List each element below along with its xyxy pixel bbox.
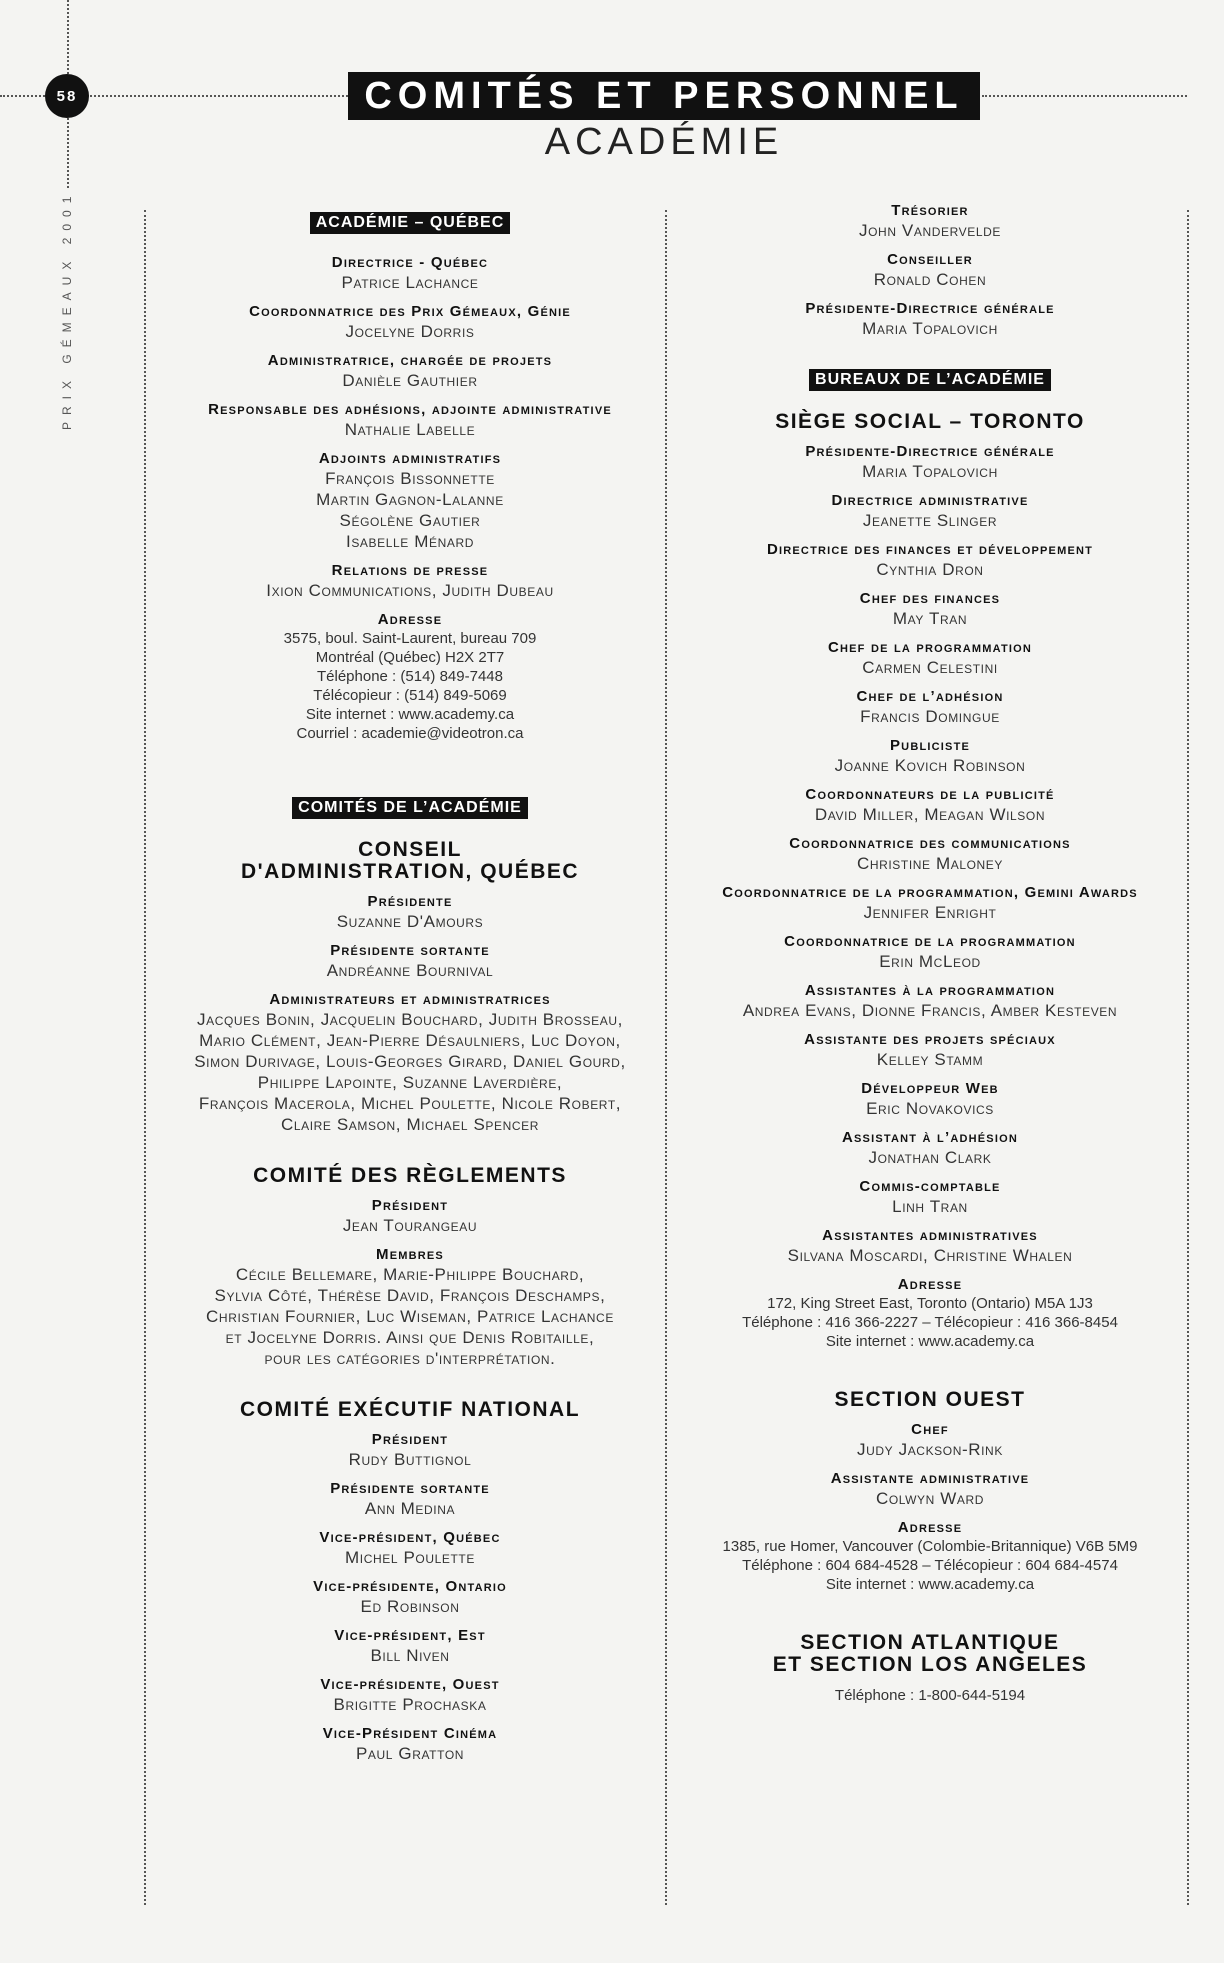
right-column xyxy=(680,202,1180,1715)
ouest-staff-list xyxy=(680,1421,1180,1509)
person-name: Linh Tran xyxy=(892,1197,968,1217)
heading-atlantique xyxy=(680,1632,1180,1676)
executive-officers-list xyxy=(680,202,1180,339)
address-line: Montréal (Québec) H2X 2T7 xyxy=(315,649,505,666)
role-label: Directrice des finances et développement xyxy=(766,541,1094,559)
heading-executif: COMITÉ EXÉCUTIF NATIONAL xyxy=(239,1398,581,1422)
executif-list xyxy=(150,1431,670,1764)
role-label: Développeur Web xyxy=(861,1080,999,1098)
role-label: Membres xyxy=(376,1246,444,1264)
person-name: Jennifer Enright xyxy=(863,903,997,923)
role-label: Assistantes à la programmation xyxy=(804,982,1056,1000)
role-label: Vice-présidente, Ontario xyxy=(313,1578,507,1596)
person-names xyxy=(680,1196,1180,1217)
ouest-address xyxy=(680,1537,1180,1594)
page-number: 58 xyxy=(45,74,89,118)
person-name: Rudy Buttignol xyxy=(348,1450,472,1470)
person-names xyxy=(150,1449,670,1470)
person-names xyxy=(150,1215,670,1236)
person-names xyxy=(680,804,1180,825)
person-names xyxy=(680,755,1180,776)
role-label: Commis-comptable xyxy=(859,1178,1001,1196)
role-label: Vice-Président Cinéma xyxy=(322,1725,498,1743)
publication-side-label: PRIX GÉMEAUX 2001 xyxy=(60,189,74,430)
address-line: Télécopieur : (514) 849-5069 xyxy=(313,687,507,704)
person-name: Jocelyne Dorris xyxy=(345,322,475,341)
person-name: Danièle Gauthier xyxy=(342,371,478,390)
address-line: 3575, boul. Saint-Laurent, bureau 709 xyxy=(283,630,537,647)
role-label: Présidente-Directrice générale xyxy=(805,443,1055,461)
person-name: Maria Topalovich xyxy=(862,319,998,338)
role-label: Présidente-Directrice générale xyxy=(805,300,1055,317)
person-name: Ségolène Gautier xyxy=(339,511,481,530)
person-name: Simon Durivage, Louis-Georges Girard, Daniel Gourd, xyxy=(194,1052,626,1072)
person-names xyxy=(150,580,670,601)
margin-dotted-rule xyxy=(67,118,69,188)
address-label: Adresse xyxy=(377,611,443,628)
person-name: Sylvia Côté, Thérèse David, François Deschamps, xyxy=(214,1286,606,1306)
address-line: 1385, rue Homer, Vancouver (Colombie-Britannique) V6B 5M9 xyxy=(722,1538,1138,1556)
person-names xyxy=(680,1439,1180,1460)
toronto-staff-list xyxy=(680,443,1180,1266)
address-line: Site internet : www.academy.ca xyxy=(305,706,515,723)
role-label: Vice-président, Québec xyxy=(319,1529,501,1547)
person-name: John Vandervelde xyxy=(859,221,1001,240)
person-name: Cynthia Dron xyxy=(876,560,984,580)
reglements-list xyxy=(150,1197,670,1369)
person-name: Andrea Evans, Dionne Francis, Amber Kesteven xyxy=(742,1001,1118,1021)
person-name: May Tran xyxy=(892,609,968,629)
section-tag-comites: COMITÉS DE L’ACADÉMIE xyxy=(292,797,528,819)
address-line: Téléphone : 604 684-4528 – Télécopieur : 604 684-4574 xyxy=(742,1557,1118,1575)
person-names xyxy=(680,510,1180,531)
person-names xyxy=(680,1049,1180,1070)
toronto-address-label: Adresse xyxy=(897,1276,963,1294)
person-names xyxy=(150,1009,670,1135)
person-name: Ed Robinson xyxy=(360,1597,460,1617)
person-name: Kelley Stamm xyxy=(876,1050,984,1070)
person-names xyxy=(680,1000,1180,1021)
role-label: Assistante administrative xyxy=(830,1470,1030,1488)
person-name: Andréanne Bournival xyxy=(326,961,494,981)
role-label: Coordonnatrice de la programmation, Gemini Awards xyxy=(722,884,1138,902)
person-name: Claire Samson, Michael Spencer xyxy=(280,1115,540,1135)
heading-ouest: SECTION OUEST xyxy=(834,1388,1026,1412)
person-names xyxy=(150,1547,670,1568)
address-line: Site internet : www.academy.ca xyxy=(825,1576,1035,1594)
person-name: Brigitte Prochaska xyxy=(333,1695,487,1715)
person-names xyxy=(680,853,1180,874)
person-names xyxy=(150,1694,670,1715)
person-names xyxy=(680,318,1180,339)
person-names xyxy=(680,269,1180,290)
page-title: COMITÉS ET PERSONNEL xyxy=(348,72,980,120)
role-label: Directrice administrative xyxy=(831,492,1029,510)
person-name: Martin Gagnon-Lalanne xyxy=(316,490,504,509)
person-names xyxy=(150,321,670,342)
person-name: Nathalie Labelle xyxy=(344,420,476,439)
page-subtitle: ACADÉMIE xyxy=(544,121,784,163)
person-name: Suzanne D'Amours xyxy=(336,912,484,932)
role-label: Chef xyxy=(911,1421,949,1439)
person-name: Philippe Lapointe, Suzanne Laverdière, xyxy=(257,1073,563,1093)
person-names xyxy=(680,706,1180,727)
role-label: Vice-président, Est xyxy=(334,1627,486,1645)
section-tag-bureaux: BUREAUX DE L’ACADÉMIE xyxy=(809,369,1051,391)
margin-dotted-rule-top xyxy=(67,0,69,74)
person-names xyxy=(150,1743,670,1764)
person-name: François Macerola, Michel Poulette, Nicole Robert, xyxy=(198,1094,622,1114)
person-names xyxy=(680,1147,1180,1168)
role-label: Vice-présidente, Ouest xyxy=(320,1676,500,1694)
role-label: Présidente xyxy=(367,893,453,911)
role-label: Présidente sortante xyxy=(330,1480,490,1498)
address-line: Téléphone : 416 366-2227 – Télécopieur : 416 366-8454 xyxy=(742,1314,1118,1332)
person-name: Jonathan Clark xyxy=(868,1148,992,1168)
address-line: Téléphone : (514) 849-7448 xyxy=(317,668,503,685)
person-name: David Miller, Meagan Wilson xyxy=(814,805,1046,825)
person-names xyxy=(680,657,1180,678)
role-label: Président xyxy=(371,1431,449,1449)
person-name: Maria Topalovich xyxy=(862,462,998,482)
top-dotted-rule-right xyxy=(982,95,1187,97)
role-label: Trésorier xyxy=(891,202,969,219)
role-label: Adjoints administratifs xyxy=(318,450,502,467)
person-name: Carmen Celestini xyxy=(862,658,998,678)
atlantique-phone: Téléphone : 1-800-644-5194 xyxy=(834,1687,1026,1705)
quebec-address xyxy=(150,629,670,743)
person-names xyxy=(150,1596,670,1617)
person-name: Mario Clément, Jean-Pierre Désaulniers, Luc Doyon, xyxy=(199,1031,621,1051)
person-name: et Jocelyne Dorris. Ainsi que Denis Robitaille, xyxy=(225,1328,595,1348)
person-names xyxy=(680,220,1180,241)
heading-toronto: SIÈGE SOCIAL – TORONTO xyxy=(775,410,1085,433)
person-names xyxy=(680,608,1180,629)
person-name: Christine Maloney xyxy=(856,854,1004,874)
person-names xyxy=(150,1645,670,1666)
person-names xyxy=(680,1098,1180,1119)
role-label: Président xyxy=(371,1197,449,1215)
role-label: Coordonnateurs de la publicité xyxy=(805,786,1055,804)
role-label: Assistantes administratives xyxy=(822,1227,1038,1245)
person-names xyxy=(150,272,670,293)
person-names xyxy=(680,1245,1180,1266)
person-name: Silvana Moscardi, Christine Whalen xyxy=(787,1246,1073,1266)
role-label: Directrice - Québec xyxy=(331,254,489,271)
person-name: Ixion Communications, Judith Dubeau xyxy=(266,581,554,600)
person-name: Michel Poulette xyxy=(345,1548,475,1568)
heading-conseil: CONSEIL D'ADMINISTRATION, QUÉBEC xyxy=(240,838,580,884)
person-names xyxy=(680,461,1180,482)
role-label: Conseiller xyxy=(887,251,973,268)
person-name: Erin McLeod xyxy=(879,952,981,972)
person-names xyxy=(150,468,670,552)
person-name: François Bissonnette xyxy=(325,469,495,488)
person-names xyxy=(680,559,1180,580)
person-name: Paul Gratton xyxy=(355,1744,465,1764)
person-name: Bill Niven xyxy=(370,1646,450,1666)
heading-atlantique-line2: ET SECTION LOS ANGELES xyxy=(772,1653,1088,1677)
person-name: Eric Novakovics xyxy=(866,1099,994,1119)
person-name: Cécile Bellemare, Marie-Philippe Bouchard, xyxy=(235,1265,585,1285)
person-name: Colwyn Ward xyxy=(875,1489,985,1509)
role-label: Assistante des projets spéciaux xyxy=(804,1031,1056,1049)
person-names xyxy=(680,1488,1180,1509)
right-column-rule xyxy=(1187,210,1189,1905)
person-names xyxy=(150,419,670,440)
role-label: Coordonnatrice des communications xyxy=(789,835,1071,853)
person-name: Ann Medina xyxy=(364,1499,456,1519)
person-names xyxy=(150,911,670,932)
address-line: Courriel : academie@videotron.ca xyxy=(296,725,524,742)
person-name: Francis Domingue xyxy=(860,707,1000,727)
person-names xyxy=(680,902,1180,923)
section-tag-academie-quebec: ACADÉMIE – QUÉBEC xyxy=(310,212,511,234)
person-names xyxy=(150,370,670,391)
role-label: Chef des finances xyxy=(859,590,1001,608)
ouest-address-label: Adresse xyxy=(897,1519,963,1537)
top-dotted-rule-mid xyxy=(90,95,348,97)
heading-reglements: COMITÉ DES RÈGLEMENTS xyxy=(253,1164,567,1188)
person-names xyxy=(150,1498,670,1519)
role-label: Administratrice, chargée de projets xyxy=(267,352,553,369)
toronto-address xyxy=(680,1294,1180,1351)
person-name: Judy Jackson-Rink xyxy=(857,1440,1003,1460)
person-name: Jeanette Slinger xyxy=(862,511,998,531)
person-name: Isabelle Ménard xyxy=(346,532,474,551)
person-name: Patrice Lachance xyxy=(341,273,479,292)
person-names xyxy=(150,960,670,981)
person-name: Jean Tourangeau xyxy=(342,1216,478,1236)
address-line: 172, King Street East, Toronto (Ontario) M5A 1J3 xyxy=(767,1295,1093,1313)
role-label: Assistant à l’adhésion xyxy=(841,1129,1019,1147)
quebec-staff-list xyxy=(150,254,670,601)
heading-atlantique-line1: SECTION ATLANTIQUE xyxy=(800,1631,1060,1655)
role-label: Publiciste xyxy=(889,737,971,755)
role-label: Relations de presse xyxy=(331,562,489,579)
top-dotted-rule-left xyxy=(0,95,45,97)
address-line: Site internet : www.academy.ca xyxy=(825,1333,1035,1351)
left-column-rule xyxy=(144,210,146,1905)
left-column xyxy=(150,200,670,1774)
role-label: Coordonnatrice des Prix Gémeaux, Génie xyxy=(249,303,571,320)
person-name: pour les catégories d'interprétation. xyxy=(264,1349,556,1369)
person-name: Christian Fournier, Luc Wiseman, Patrice Lachance xyxy=(206,1307,614,1327)
role-label: Chef de l’adhésion xyxy=(856,688,1004,706)
role-label: Coordonnatrice de la programmation xyxy=(784,933,1076,951)
person-name: Joanne Kovich Robinson xyxy=(834,756,1026,776)
conseil-list xyxy=(150,893,670,1135)
role-label: Présidente sortante xyxy=(330,942,490,960)
role-label: Administrateurs et administratrices xyxy=(269,991,551,1009)
person-name: Jacques Bonin, Jacquelin Bouchard, Judith Brosseau, xyxy=(197,1010,623,1030)
person-name: Ronald Cohen xyxy=(873,270,987,289)
person-names xyxy=(150,1264,670,1369)
role-label: Chef de la programmation xyxy=(827,639,1033,657)
role-label: Responsable des adhésions, adjointe administrative xyxy=(208,401,612,418)
person-names xyxy=(680,951,1180,972)
